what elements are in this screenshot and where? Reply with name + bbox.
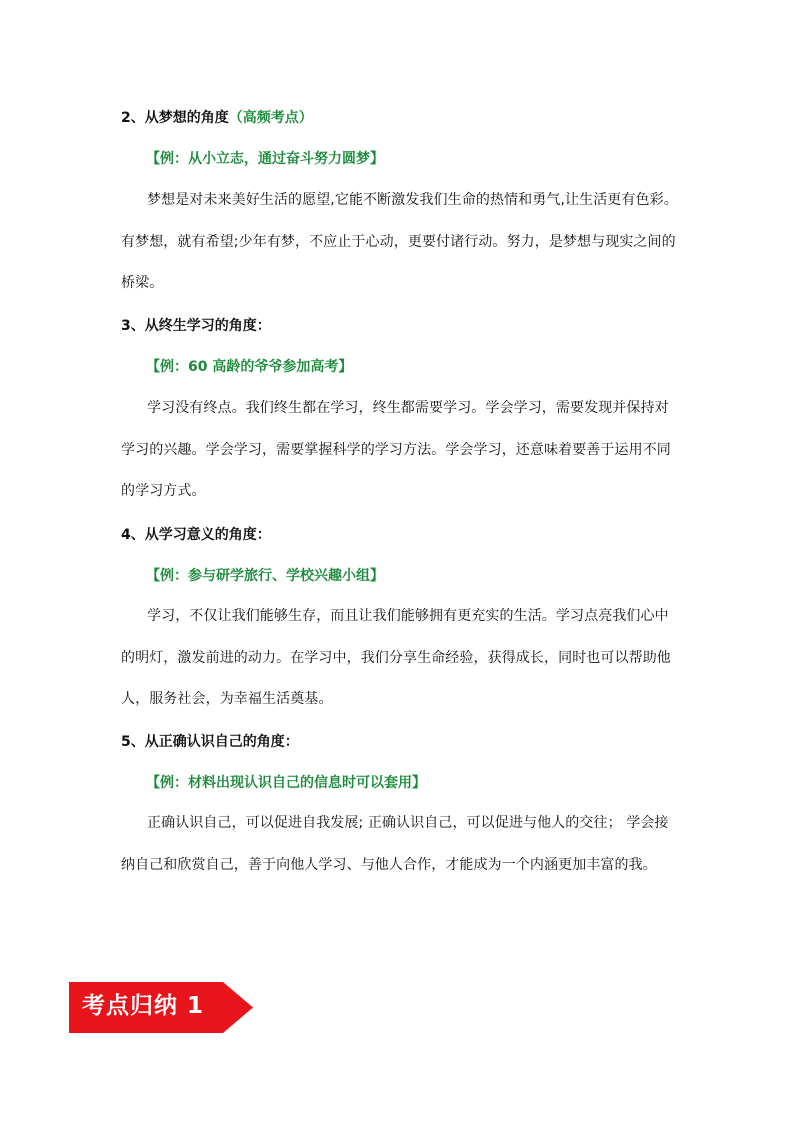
section-paragraph: 学习，不仅让我们能够生存，而且让我们能够拥有更充实的生活。学习点亮我们心中的明灯，激发前进的动力。在学习中，我们分享生命经验，获得成长，同时也可以帮助他人，服务社会，为幸福生活奠基。 xyxy=(121,608,671,707)
section-paragraph: 正确认识自己，可以促进自我发展; 正确认识自己，可以促进与他人的交往； 学会接纳自己和欣赏自己，善于向他人学习、与他人合作，才能成为一个内涵更加丰富的我。 xyxy=(121,815,669,873)
section-paragraph: 学习没有终点。我们终生都在学习，终生都需要学习。学会学习，需要发现并保持对学习的兴趣。学会学习，需要掌握科学的学习方法。学会学习，还意味着要善于运用不同的学习方式。 xyxy=(121,400,671,499)
section-heading xyxy=(121,526,271,544)
summary-banner xyxy=(69,980,254,1035)
section-heading xyxy=(121,317,271,335)
example-label: 【例：从小立志，通过奋斗努力圆梦】 xyxy=(146,151,384,167)
section-heading-text: 5、从正确认识自己的角度： xyxy=(121,734,299,750)
section-heading-text: 2、从梦想的角度 xyxy=(121,110,229,126)
section-heading xyxy=(121,109,313,127)
section-heading-text: 4、从学习意义的角度： xyxy=(121,527,271,543)
section-heading-note: （高频考点） xyxy=(228,110,313,126)
example-label: 【例：60 高龄的爷爷参加高考】 xyxy=(146,359,353,375)
section-paragraph: 梦想是对未来美好生活的愿望,它能不断激发我们生命的热情和勇气,让生活更有色彩。有梦想，就有希望;少年有梦，不应止于心动，更要付诸行动。努力，是梦想与现实之间的桥梁。 xyxy=(121,192,678,291)
example-label: 【例：材料出现认识自己的信息时可以套用】 xyxy=(146,775,426,791)
section-heading-text: 3、从终生学习的角度： xyxy=(121,318,271,334)
section-heading xyxy=(121,733,299,751)
example-label: 【例：参与研学旅行、学校兴趣小组】 xyxy=(146,568,384,584)
banner-label: 考点归纳 1 xyxy=(82,993,205,1019)
